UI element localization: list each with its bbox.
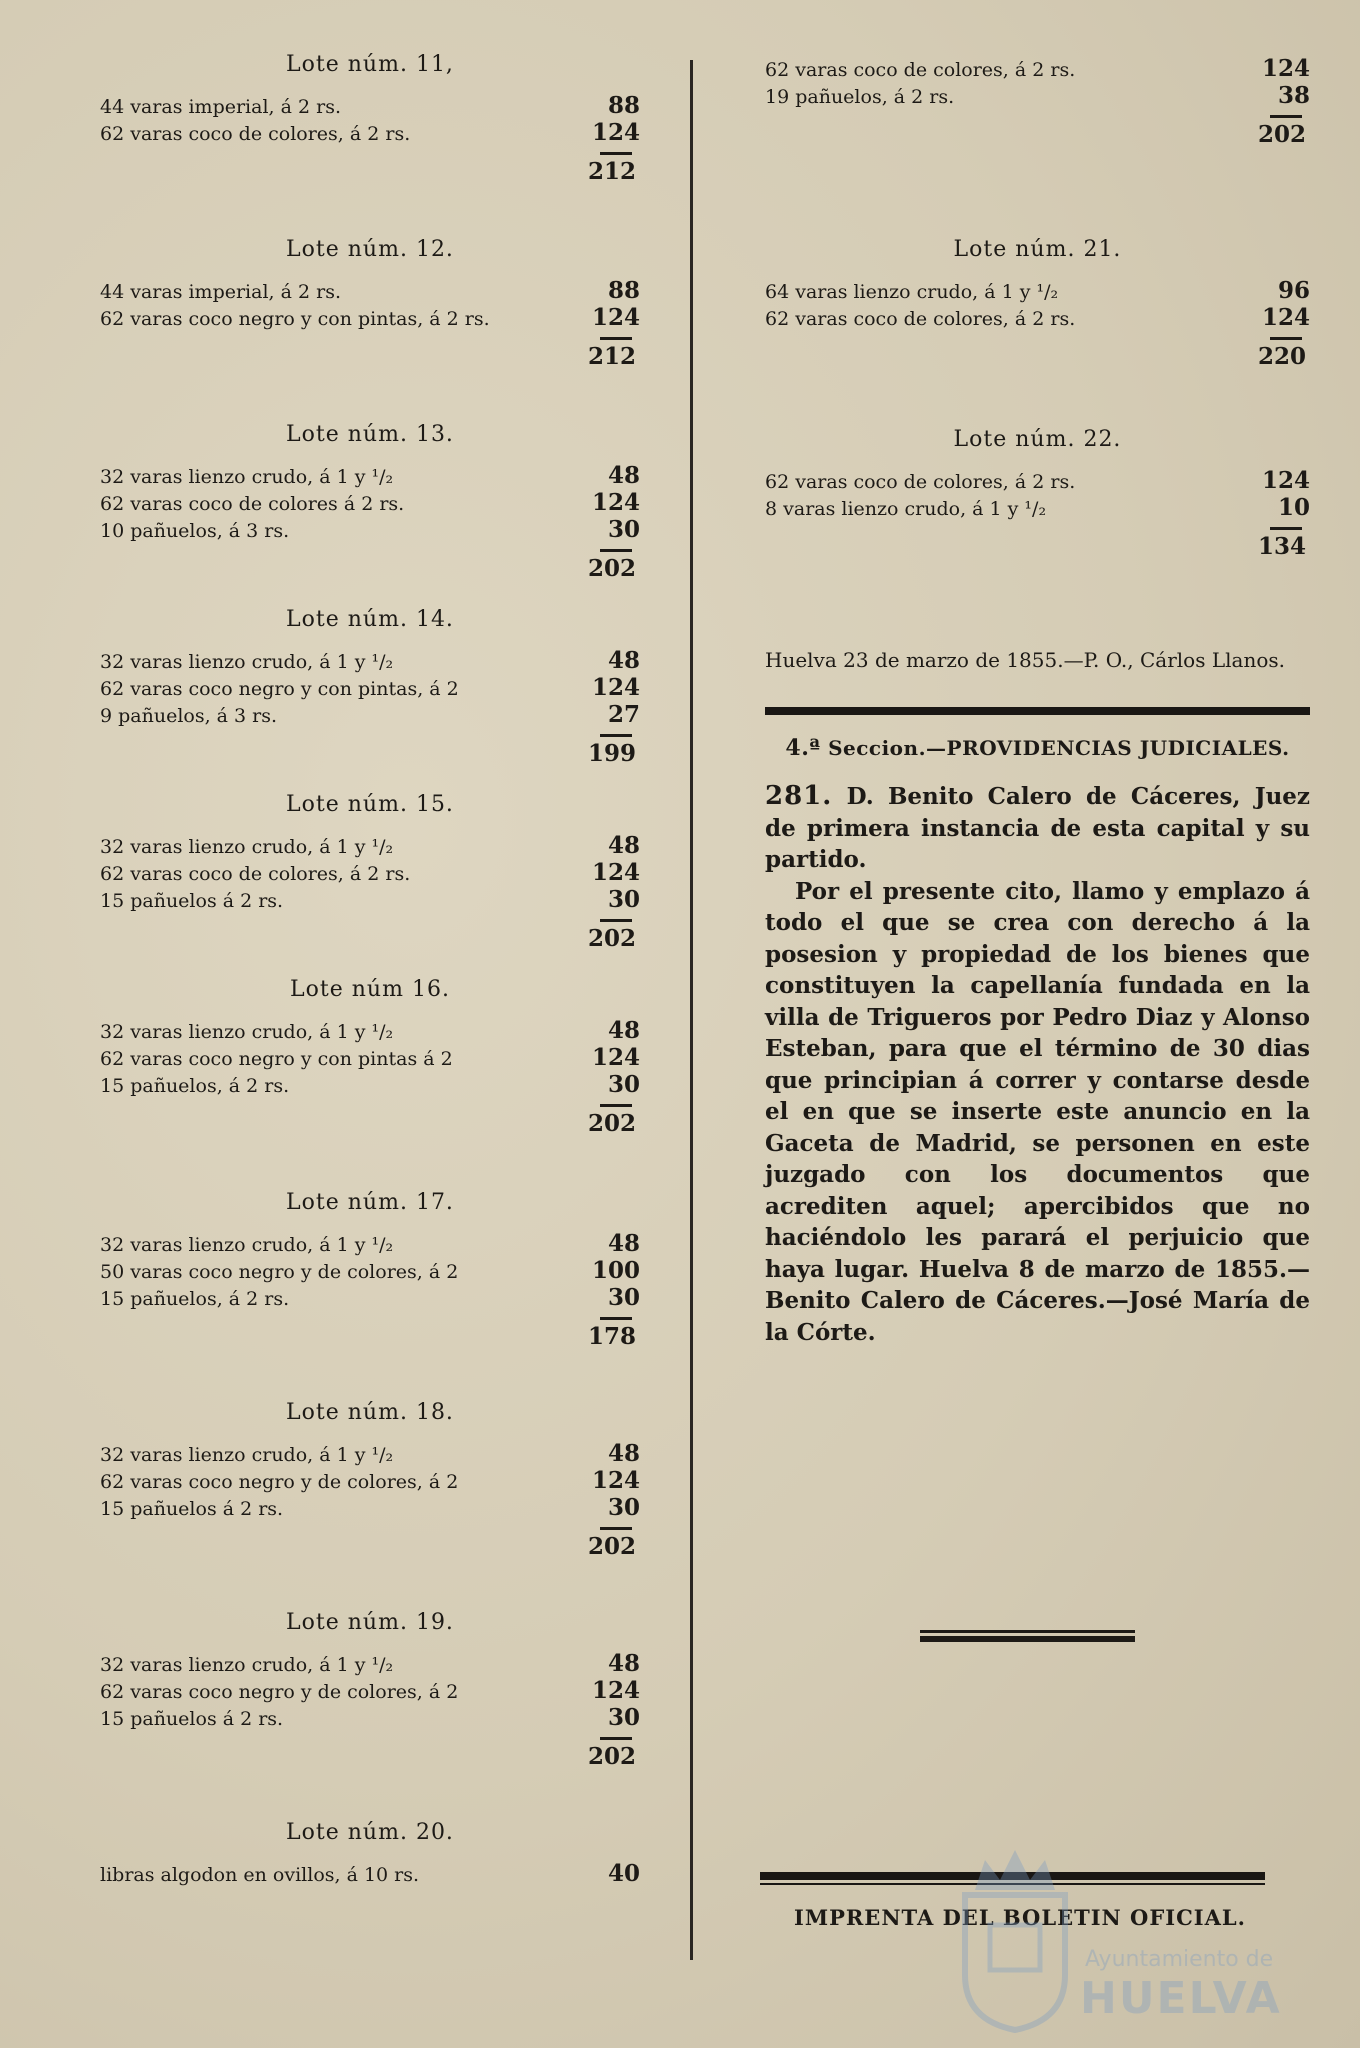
lot-title: Lote núm. 21.: [953, 237, 1122, 262]
item-value: 48: [607, 1650, 640, 1677]
item-value: 96: [1277, 277, 1310, 304]
watermark-logo: [950, 1845, 1290, 2035]
item-description: 15 pañuelos á 2 rs.: [100, 1708, 284, 1730]
lot-item-row: [100, 1440, 640, 1467]
lot-item-row: [100, 1017, 640, 1044]
lot-block: [765, 425, 1310, 615]
lot-item-row: [100, 1044, 640, 1071]
item-description: 62 varas coco negro y de colores, á 2: [100, 1681, 459, 1703]
item-value: 30: [607, 1494, 640, 1521]
item-description: 50 varas coco negro y de colores, á 2: [100, 1261, 459, 1283]
item-description: 19 pañuelos, á 2 rs.: [765, 86, 955, 108]
item-description: 64 varas lienzo crudo, á 1 y ¹/₂: [765, 281, 1059, 303]
lot-item-row: [100, 462, 640, 489]
lot-item-row: [100, 1704, 640, 1731]
item-description: 62 varas coco de colores, á 2 rs.: [100, 863, 411, 885]
lot-title: Lote núm 16.: [290, 977, 450, 1002]
lot-total: 212: [587, 343, 636, 370]
item-value: 88: [607, 92, 640, 119]
lot-total: 202: [587, 555, 636, 582]
column-divider: [690, 60, 693, 1960]
lot-item-row: [765, 55, 1310, 82]
item-value: 124: [1261, 55, 1310, 82]
item-value: 38: [1277, 82, 1310, 109]
lot-block: [100, 420, 640, 605]
lot-item-row: [100, 674, 640, 701]
item-value: 124: [591, 859, 640, 886]
lot-item-row: [100, 92, 640, 119]
item-value: 124: [591, 1677, 640, 1704]
lot-title: Lote núm. 22.: [953, 427, 1122, 452]
item-value: 10: [1277, 494, 1310, 521]
lot-item-row: [100, 647, 640, 674]
item-description: 62 varas coco negro y con pintas, á 2 rs.: [100, 308, 490, 330]
item-description: 32 varas lienzo crudo, á 1 y ¹/₂: [100, 1021, 394, 1043]
item-description: 15 pañuelos á 2 rs.: [100, 890, 284, 912]
item-value: 40: [607, 1860, 640, 1887]
item-description: 15 pañuelos, á 2 rs.: [100, 1288, 290, 1310]
lot-item-row: [100, 1467, 640, 1494]
judicial-notice: [765, 781, 1310, 1348]
lot-total: 202: [587, 1743, 636, 1770]
shield-icon: [950, 1845, 1080, 2035]
item-description: 62 varas coco negro y con pintas, á 2: [100, 678, 459, 700]
item-description: 62 varas coco de colores á 2 rs.: [100, 493, 405, 515]
lot-item-row: [100, 277, 640, 304]
signature-line: Huelva 23 de marzo de 1855.—P. O., Cárlos Llanos.: [765, 648, 1285, 672]
watermark-text-1: Ayuntamiento de: [1085, 1947, 1274, 1972]
item-description: 62 varas coco de colores, á 2 rs.: [765, 59, 1076, 81]
lot-title: Lote núm. 11,: [286, 52, 454, 77]
lot-block: [765, 55, 1310, 235]
item-value: 124: [591, 304, 640, 331]
notice-first-paragraph: [765, 781, 1310, 876]
lot-total: 199: [587, 740, 636, 767]
item-value: 124: [591, 1044, 640, 1071]
lot-item-row: [100, 489, 640, 516]
item-value: 124: [591, 489, 640, 516]
lot-item-row: [765, 494, 1310, 521]
item-value: 124: [1261, 304, 1310, 331]
item-description: 32 varas lienzo crudo, á 1 y ¹/₂: [100, 1654, 394, 1676]
lot-block: [100, 790, 640, 975]
item-description: 32 varas lienzo crudo, á 1 y ¹/₂: [100, 466, 394, 488]
item-description: 8 varas lienzo crudo, á 1 y ¹/₂: [765, 498, 1047, 520]
lot-total: 134: [1257, 533, 1306, 560]
item-value: 30: [607, 1071, 640, 1098]
section-header: [765, 735, 1310, 761]
lot-title: Lote núm. 18.: [286, 1400, 454, 1425]
right-column: [765, 55, 1310, 1348]
item-value: 30: [607, 1704, 640, 1731]
lot-total: 178: [587, 1323, 636, 1350]
item-value: 30: [607, 886, 640, 913]
lot-block: [100, 975, 640, 1188]
lot-item-row: [100, 701, 640, 728]
section-rule: [765, 707, 1310, 715]
item-description: 62 varas coco negro y con pintas á 2: [100, 1048, 453, 1070]
item-value: 48: [607, 1017, 640, 1044]
item-value: 124: [591, 674, 640, 701]
item-description: 32 varas lienzo crudo, á 1 y ¹/₂: [100, 836, 394, 858]
lot-item-row: [100, 1494, 640, 1521]
item-description: 15 pañuelos á 2 rs.: [100, 1498, 284, 1520]
item-value: 124: [1261, 467, 1310, 494]
lot-block: [100, 1608, 640, 1818]
lot-block: [100, 1818, 640, 1938]
lot-item-row: [765, 467, 1310, 494]
item-description: 32 varas lienzo crudo, á 1 y ¹/₂: [100, 1234, 394, 1256]
lot-block: [100, 1188, 640, 1398]
lot-total: 202: [587, 1533, 636, 1560]
watermark-text-2: HUELVA: [1080, 1973, 1282, 2024]
section-number: 4.ª: [785, 735, 821, 761]
notice-number: 281.: [765, 781, 833, 811]
item-description: 15 pañuelos, á 2 rs.: [100, 1075, 290, 1097]
item-value: 27: [607, 701, 640, 728]
lot-item-row: [100, 832, 640, 859]
item-value: 30: [607, 516, 640, 543]
item-value: 124: [591, 119, 640, 146]
lot-item-row: [100, 859, 640, 886]
lot-title: Lote núm. 17.: [286, 1190, 454, 1215]
item-description: 32 varas lienzo crudo, á 1 y ¹/₂: [100, 1444, 394, 1466]
item-description: 44 varas imperial, á 2 rs.: [100, 281, 341, 303]
lot-item-row: [100, 1860, 640, 1887]
lot-title: Lote núm. 15.: [286, 792, 454, 817]
lot-item-row: [100, 1284, 640, 1311]
lot-title: Lote núm. 20.: [286, 1820, 454, 1845]
lot-item-row: [765, 304, 1310, 331]
item-value: 48: [607, 462, 640, 489]
notice-body: Por el presente cito, llamo y emplazo á todo el que se crea con derecho á la posesion y propiedad de los bienes que constituyen la capellanía fundada en la villa de Trigueros por Pedro Diaz y Alonso Esteban, para que el término de 30 dias que principian á correr y contarse desde el en que se inserte este anuncio en la Gaceta de Madrid, se personen en este juzgado con los documentos que acrediten aquel; apercibidos que no haciéndolo les parará el perjuicio que haya lugar. Huelva 8 de marzo de 1855.—Benito Calero de Cáceres.—José María de la Córte.: [765, 877, 1310, 1346]
item-description: 62 varas coco de colores, á 2 rs.: [765, 308, 1076, 330]
item-value: 30: [607, 1284, 640, 1311]
lot-block: [100, 1398, 640, 1608]
imprint-line: IMPRENTA DEL BOLETIN OFICIAL.: [794, 1905, 1246, 1930]
lot-item-row: [100, 1071, 640, 1098]
item-description: 44 varas imperial, á 2 rs.: [100, 96, 341, 118]
item-description: libras algodon en ovillos, á 10 rs.: [100, 1864, 420, 1886]
lot-item-row: [100, 119, 640, 146]
lot-item-row: [100, 516, 640, 543]
lot-item-row: [100, 1230, 640, 1257]
item-description: 10 pañuelos, á 3 rs.: [100, 520, 290, 542]
lot-item-row: [100, 1257, 640, 1284]
item-value: 48: [607, 1440, 640, 1467]
lot-title: Lote núm. 14.: [286, 607, 454, 632]
item-value: 48: [607, 647, 640, 674]
lot-item-row: [765, 82, 1310, 109]
lot-block: [100, 235, 640, 420]
lot-total: 202: [1257, 121, 1306, 148]
lot-total: 202: [587, 1110, 636, 1137]
left-column: [100, 50, 640, 1938]
item-description: 62 varas coco de colores, á 2 rs.: [100, 123, 411, 145]
lot-total: 202: [587, 925, 636, 952]
item-value: 100: [591, 1257, 640, 1284]
item-value: 88: [607, 277, 640, 304]
lot-total: 220: [1257, 343, 1306, 370]
lot-item-row: [100, 1650, 640, 1677]
lot-block: [100, 50, 640, 235]
lot-title: Lote núm. 12.: [286, 237, 454, 262]
lot-title: Lote núm. 13.: [286, 422, 454, 447]
lot-item-row: [100, 1677, 640, 1704]
lot-total: 212: [587, 158, 636, 185]
lot-title: Lote núm. 19.: [286, 1610, 454, 1635]
section-title: Seccion.—PROVIDENCIAS JUDICIALES.: [828, 736, 1290, 760]
notice-heading: D. Benito Calero de Cáceres, Juez de primera instancia de esta capital y su partido.: [765, 783, 1310, 873]
item-description: 62 varas coco de colores, á 2 rs.: [765, 471, 1076, 493]
item-value: 48: [607, 832, 640, 859]
item-description: 62 varas coco negro y de colores, á 2: [100, 1471, 459, 1493]
lot-block: [100, 605, 640, 790]
lot-item-row: [100, 886, 640, 913]
lot-item-row: [765, 277, 1310, 304]
item-value: 124: [591, 1467, 640, 1494]
item-description: 32 varas lienzo crudo, á 1 y ¹/₂: [100, 651, 394, 673]
item-description: 9 pañuelos, á 3 rs.: [100, 705, 278, 727]
right-lots: [765, 55, 1310, 615]
lot-item-row: [100, 304, 640, 331]
item-value: 48: [607, 1230, 640, 1257]
lot-block: [765, 235, 1310, 425]
ornament-rule: [920, 1630, 1135, 1648]
